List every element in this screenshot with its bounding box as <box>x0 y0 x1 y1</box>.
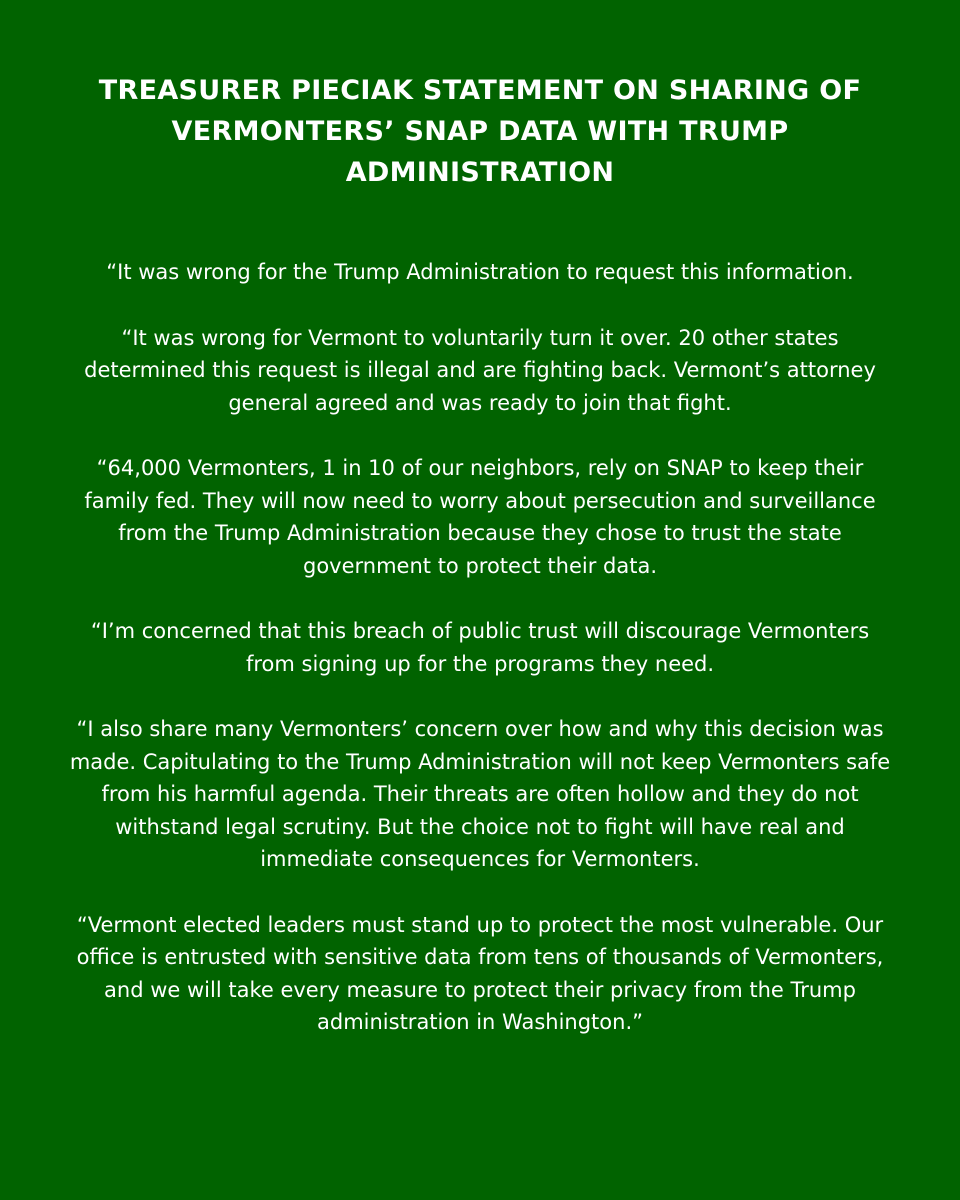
statement-paragraph-5: “I also share many Vermonters’ concern over how and why this decision was made. Capitulating to the Trump Administration will not keep Vermonters safe from his harmful agenda. Their threats are often hollow and they do not withstand legal scrutiny. But the choice not to fight will have real and immediate consequences for Vermonters. <box>69 717 891 871</box>
statement-paragraph-1: “It was wrong for the Trump Administration to request this information. <box>106 260 854 284</box>
statement-title: TREASURER PIECIAK STATEMENT ON SHARING OF VERMONTERS’ SNAP DATA WITH TRUMP ADMINISTRATION <box>98 75 862 188</box>
statement-paragraph-6: “Vermont elected leaders must stand up to protect the most vulnerable. Our office is entrusted with sensitive data from tens of thousands of Vermonters, and we will take every measure to protect their privacy from the Trump administration in Washington.” <box>76 912 884 1034</box>
statement-paragraph-3: “64,000 Vermonters, 1 in 10 of our neighbors, rely on SNAP to keep their family fed. They will now need to worry about persecution and surveillance from the Trump Administration because they chose to trust the state government to protect their data. <box>84 456 876 578</box>
statement-paragraph-2: “It was wrong for Vermont to voluntarily turn it over. 20 other states determined this request is illegal and are fighting back. Vermont’s attorney general agreed and was ready to join that fight. <box>84 325 876 415</box>
statement-paragraph-4: “I’m concerned that this breach of public trust will discourage Vermonters from signing up for the programs they need. <box>90 619 870 676</box>
statement-body <box>65 256 895 1039</box>
